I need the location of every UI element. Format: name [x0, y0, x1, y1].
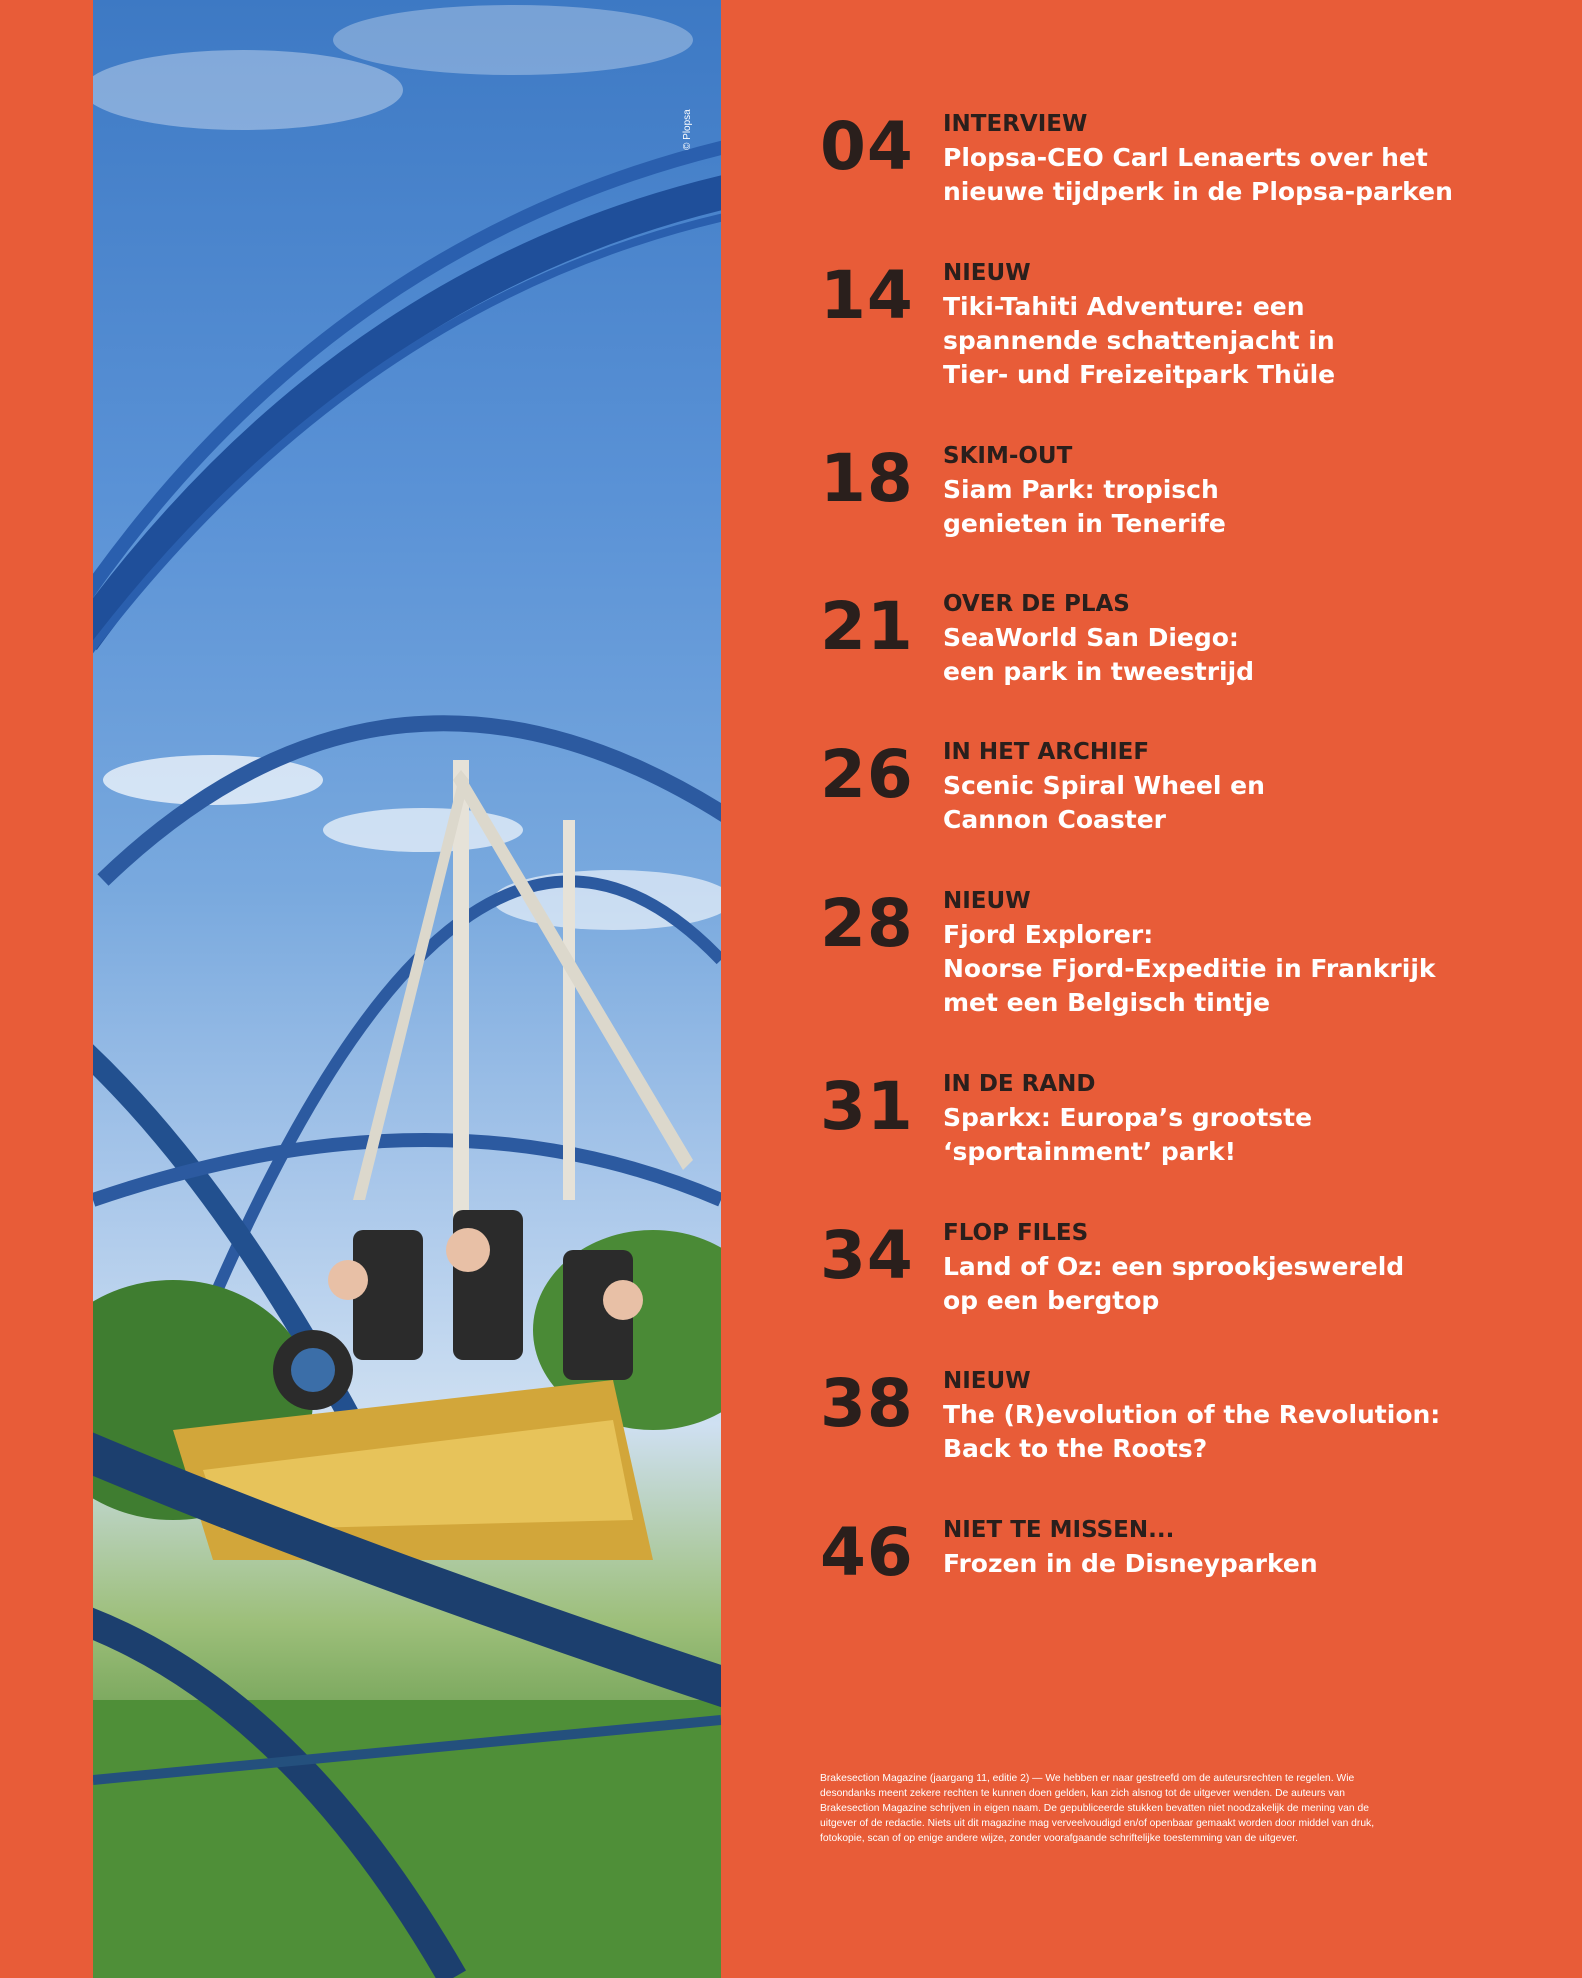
- article-title: Sparkx: Europa’s grootste ‘sportainment’ park!: [943, 1103, 1313, 1166]
- photo-credit: © Plopsa: [682, 109, 693, 150]
- colophon-text: Brakesection Magazine (jaargang 11, editie 2) — We hebben er naar gestreefd om de auteursrechten te regelen. Wie desondanks meent zekere rechten te kunnen doen gelden, kan zich alsnog tot de uitgever wenden. De auteurs van Brakesection Magazine schrijven in eigen naam. De gepubliceerde stukken bevatten niet noodzakelijk de mening van de uitgever of de redactie. Niets uit dit magazine mag verveelvoudigd en/of openbaar gemaakt worden door middel van druk, fotokopie, scan of op enige andere wijze, zonder voorafgaande schriftelijke toestemming van de uitgever.: [820, 1773, 1375, 1844]
- section-category: FLOP FILES: [943, 1220, 1089, 1246]
- page-number: 21: [820, 588, 914, 665]
- article-title: SeaWorld San Diego: een park in tweestrijd: [943, 623, 1255, 686]
- section-category: NIEUW: [943, 260, 1031, 286]
- section-category: INTERVIEW: [943, 111, 1088, 137]
- section-category: OVER DE PLAS: [943, 591, 1130, 617]
- section-category: NIEUW: [943, 1368, 1031, 1394]
- section-category: IN DE RAND: [943, 1071, 1096, 1097]
- page-number: 38: [820, 1365, 914, 1442]
- article-title: Siam Park: tropisch genieten in Tenerife: [943, 475, 1226, 538]
- article-title: The (R)evolution of the Revolution: Back to the Roots?: [943, 1400, 1441, 1463]
- roller-coaster-illustration: [93, 0, 721, 1978]
- article-title: Scenic Spiral Wheel en Cannon Coaster: [943, 771, 1265, 834]
- article-title: Fjord Explorer: Noorse Fjord-Expeditie in Frankrijk met een Belgisch tintje: [943, 920, 1436, 1017]
- section-category: NIET TE MISSEN...: [943, 1517, 1175, 1543]
- page-number: 26: [820, 736, 914, 813]
- page-number: 28: [820, 885, 914, 962]
- article-title: Frozen in de Disneyparken: [943, 1549, 1318, 1578]
- article-title: Land of Oz: een sprookjeswereld op een bergtop: [943, 1252, 1405, 1315]
- page-number: 18: [820, 440, 914, 517]
- section-category: SKIM-OUT: [943, 443, 1073, 469]
- article-title: Tiki-Tahiti Adventure: een spannende schattenjacht in Tier- und Freizeitpark Thüle: [943, 292, 1336, 389]
- article-title: Plopsa-CEO Carl Lenaerts over het nieuwe tijdperk in de Plopsa-parken: [943, 143, 1453, 206]
- cover-photo: [93, 0, 721, 1978]
- page-number: 31: [820, 1068, 914, 1145]
- section-category: NIEUW: [943, 888, 1031, 914]
- page-number: 46: [820, 1514, 914, 1591]
- page-number: 14: [820, 257, 914, 334]
- page-number: 04: [820, 108, 914, 185]
- page-number: 34: [820, 1217, 914, 1294]
- section-category: IN HET ARCHIEF: [943, 739, 1150, 765]
